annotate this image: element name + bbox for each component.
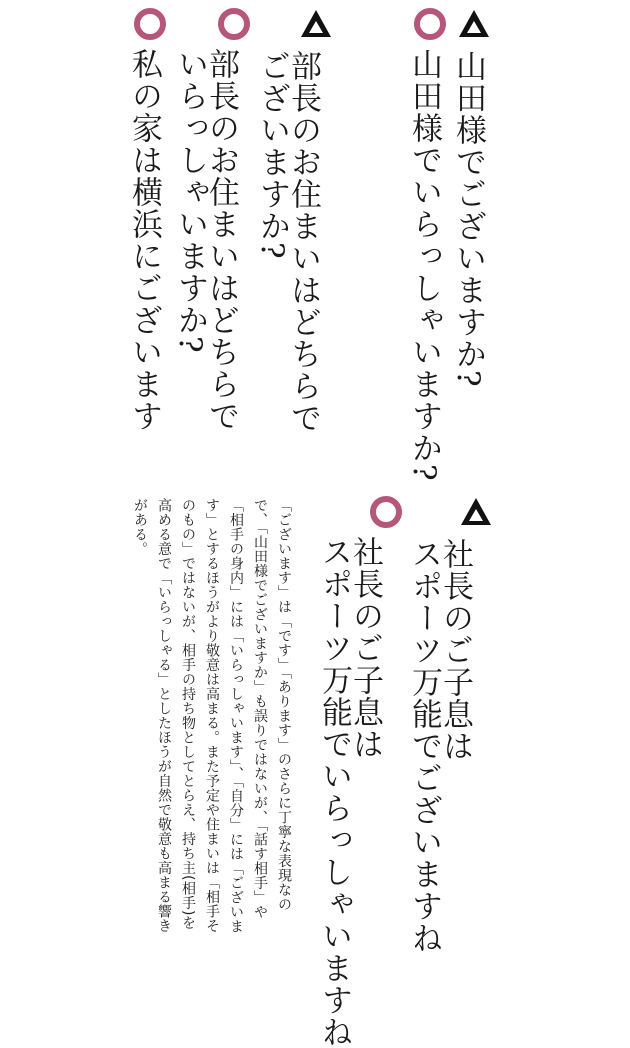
example-7-line-1: 社長のご子息は (347, 536, 383, 760)
example-3-line-1: 部長のお住まいはどちらで (285, 50, 321, 434)
example-4-line-2: いらっしゃいますか? (172, 48, 208, 354)
example-7 (316, 496, 406, 1048)
example-1 (452, 8, 496, 388)
example-3 (254, 8, 340, 434)
example-3-line-2: ございますか? (254, 50, 290, 260)
example-3-text (254, 50, 321, 434)
example-4-text (172, 48, 239, 432)
example-1-line-1: 山田様でございますか? (450, 50, 486, 388)
example-5-line-1: 私の家は横浜にございます (126, 48, 162, 432)
example-6-line-1: 社長のご子息は (437, 538, 473, 762)
circle-icon (414, 8, 446, 40)
circle-icon (370, 496, 402, 528)
example-7-text (316, 536, 383, 1048)
triangle-icon (300, 10, 332, 42)
example-2 (408, 8, 452, 482)
example-6-text (406, 538, 473, 954)
example-6-line-2: スポーツ万能でございますね (406, 538, 442, 954)
triangle-icon (460, 498, 492, 530)
example-5 (128, 8, 172, 432)
circle-icon (134, 8, 166, 40)
explanation-note: 「ございます」は「です」「あります」のさらに丁寧な表現なので、「山田様でございますか」も誤りではないが、「話す相手」や「相手の身内」には「いらっしゃいます」、「自分」には「ございます」とするほうがより敬意は高まる。また予定や住まいは「相手そのもの」ではないが、相手の持ち物としてとらえ、持ち主(相手)を高める意で「いらっしゃる」としたほうが自然で敬意も高まる響きがある。 (132, 498, 292, 934)
example-6 (406, 496, 496, 954)
example-4-line-1: 部長のお住まいはどちらで (203, 48, 239, 432)
triangle-icon (458, 10, 490, 42)
example-2-line-1: 山田様でいらっしゃいますか? (406, 48, 442, 482)
example-7-line-2: スポーツ万能でいらっしゃいますね (316, 536, 352, 1048)
circle-icon (218, 8, 250, 40)
example-4 (172, 8, 258, 432)
